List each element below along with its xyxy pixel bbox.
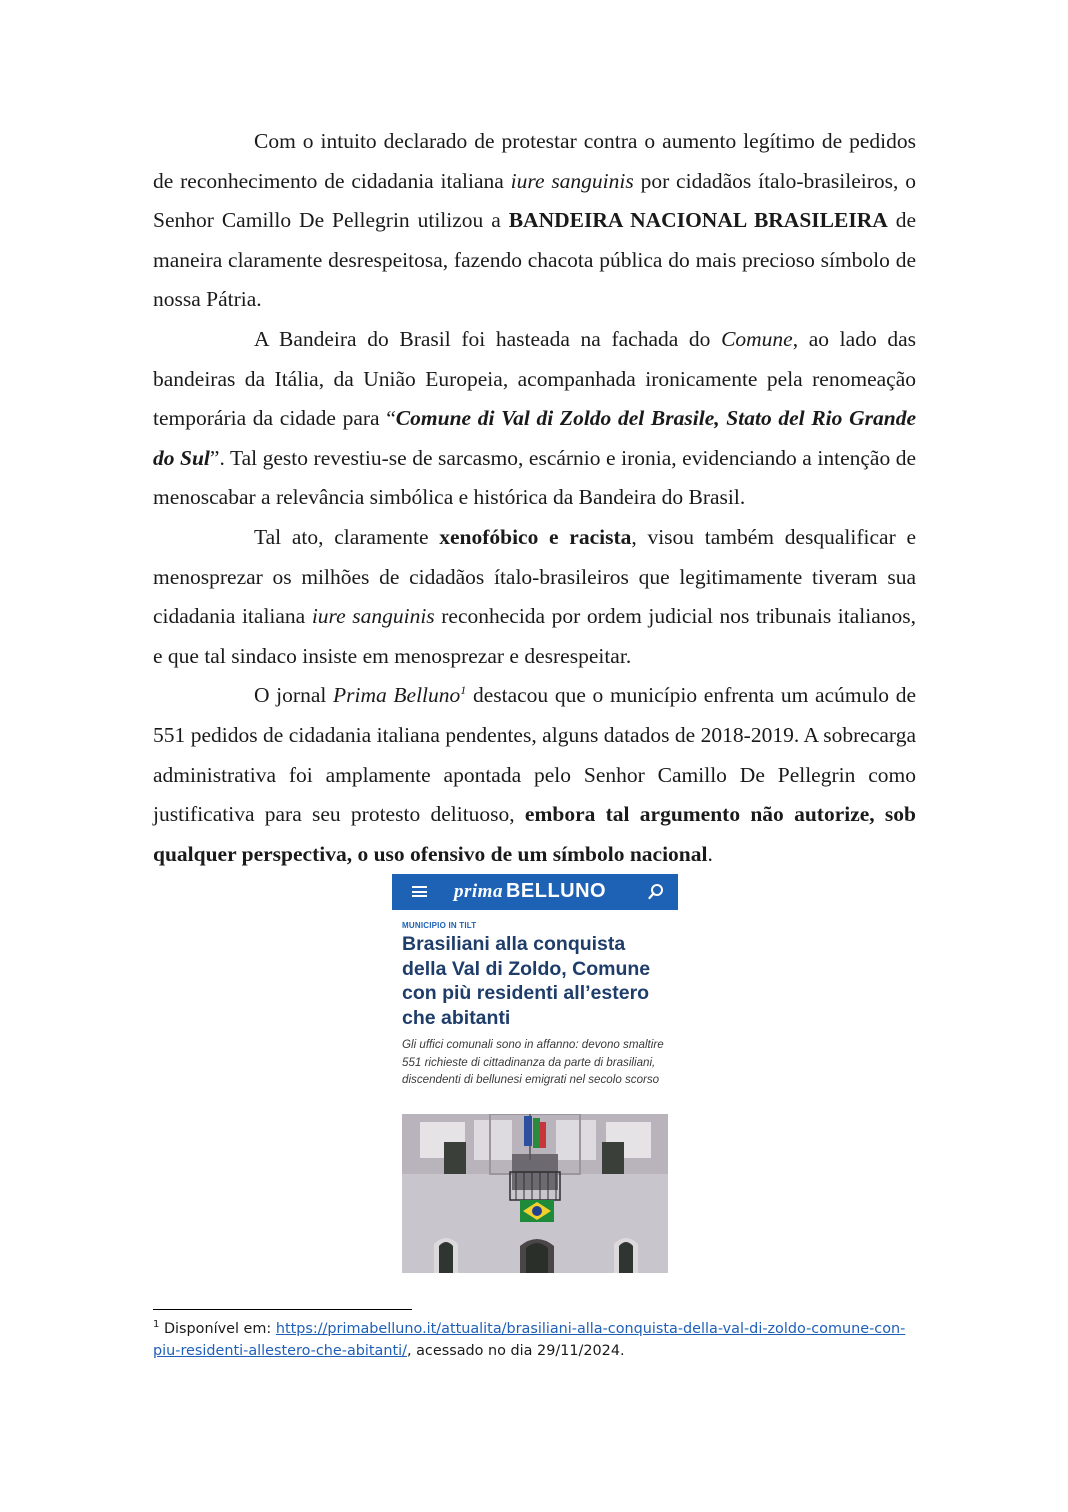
text-run: , ao lado das bandeiras da Itália, da União Europeia, acompanhada ironicamente pela renomeação temporária da cidade para “ bbox=[153, 326, 916, 431]
paragraph-4 bbox=[153, 676, 916, 874]
body-text bbox=[153, 122, 916, 874]
article-subtitle: Gli uffici comunali sono in affanno: devono smaltire 551 richieste di cittadinanza da parte di brasiliani, discendenti di bellunesi emigrati nel secolo scorso bbox=[402, 1038, 664, 1087]
footnote bbox=[153, 1318, 913, 1362]
italic-term: Prima Belluno bbox=[333, 683, 461, 708]
news-header-bar bbox=[392, 874, 678, 910]
text-run: A Bandeira do Brasil foi hasteada na fachada do bbox=[254, 326, 722, 351]
text-run: de maneira claramente desrespeitosa, fazendo chacota pública do mais precioso símbolo de nossa Pátria. bbox=[153, 208, 916, 312]
italic-term: iure sanguinis bbox=[311, 604, 435, 629]
italic-term: Comune bbox=[721, 326, 793, 351]
paragraph-3 bbox=[153, 518, 916, 676]
text-run: . bbox=[707, 841, 713, 866]
italic-term: iure sanguinis bbox=[510, 168, 634, 193]
text-run: ”. Tal gesto revestiu-se de sarcasmo, escárnio e ironia, evidenciando a intenção de menoscabar a relevância simbólica e histórica da Bandeira do Brasil. bbox=[153, 445, 917, 510]
bold-emphasis: BANDEIRA NACIONAL BRASILEIRA bbox=[508, 208, 888, 233]
text-run: destacou que o município enfrenta um acúmulo de 551 pedidos de cidadania italiana pendentes, alguns datados de 2018-2019. A sobrecarga administrativa foi amplamente apontada pelo Senhor Camillo De Pellegrin como justificativa para seu protesto delituoso, bbox=[153, 683, 916, 827]
bold-italic-quote: Comune di Val di Zoldo del Brasile, Stato del Rio Grande do Sul bbox=[153, 406, 916, 470]
footnote-suffix: , acessado no dia 29/11/2024. bbox=[406, 1343, 625, 1359]
footnote-prefix: Disponível em: bbox=[163, 1321, 276, 1337]
hamburger-menu-icon[interactable] bbox=[412, 886, 427, 897]
bold-emphasis: embora tal argumento não autorize, sob qualquer perspectiva, o uso ofensivo de um símbolo nacional bbox=[153, 802, 916, 866]
text-run: reconhecida por ordem judicial nos tribunais italianos, e que tal sindaco insiste em menosprezar e desrespeitar. bbox=[153, 604, 916, 668]
text-run: por cidadãos ítalo-brasileiros, o Senhor Camillo De Pellegrin utilizou a bbox=[153, 168, 916, 233]
footnote-number: 1 bbox=[153, 1319, 160, 1331]
footnote-separator bbox=[153, 1309, 412, 1310]
footnote-reference[interactable]: 1 bbox=[460, 683, 467, 698]
text-run: Tal ato, claramente bbox=[254, 524, 440, 549]
article-kicker: MUNICIPIO IN TILT bbox=[402, 921, 477, 930]
article-headline[interactable]: Brasiliani alla conquista della Val di Zoldo, Comune con più residenti all’estero che abitanti bbox=[402, 933, 651, 1029]
paragraph-2 bbox=[153, 320, 916, 518]
text-run: Com o intuito declarado de protestar contra o aumento legítimo de pedidos de reconhecimento de cidadania italiana bbox=[153, 129, 916, 193]
bold-emphasis: xenofóbico e racista bbox=[439, 524, 632, 549]
logo-belluno: BELLUNO bbox=[505, 880, 607, 902]
town-hall-photo bbox=[402, 1114, 668, 1273]
search-icon[interactable] bbox=[648, 883, 664, 901]
news-screenshot bbox=[392, 874, 678, 1273]
paragraph-1 bbox=[153, 122, 916, 320]
prima-belluno-logo bbox=[454, 880, 606, 904]
text-run: , visou também desqualificar e menosprezar os milhões de cidadãos ítalo-brasileiros que legitimamente tiveram sua cidadania italiana bbox=[153, 524, 916, 629]
source-link[interactable]: https://primabelluno.it/attualita/brasiliani-alla-conquista-della-val-di-zoldo-comune-con-piu-residenti-allestero-che-abitanti/ bbox=[153, 1321, 906, 1359]
logo-prima: prima bbox=[454, 881, 503, 902]
text-run: O jornal bbox=[254, 683, 333, 708]
